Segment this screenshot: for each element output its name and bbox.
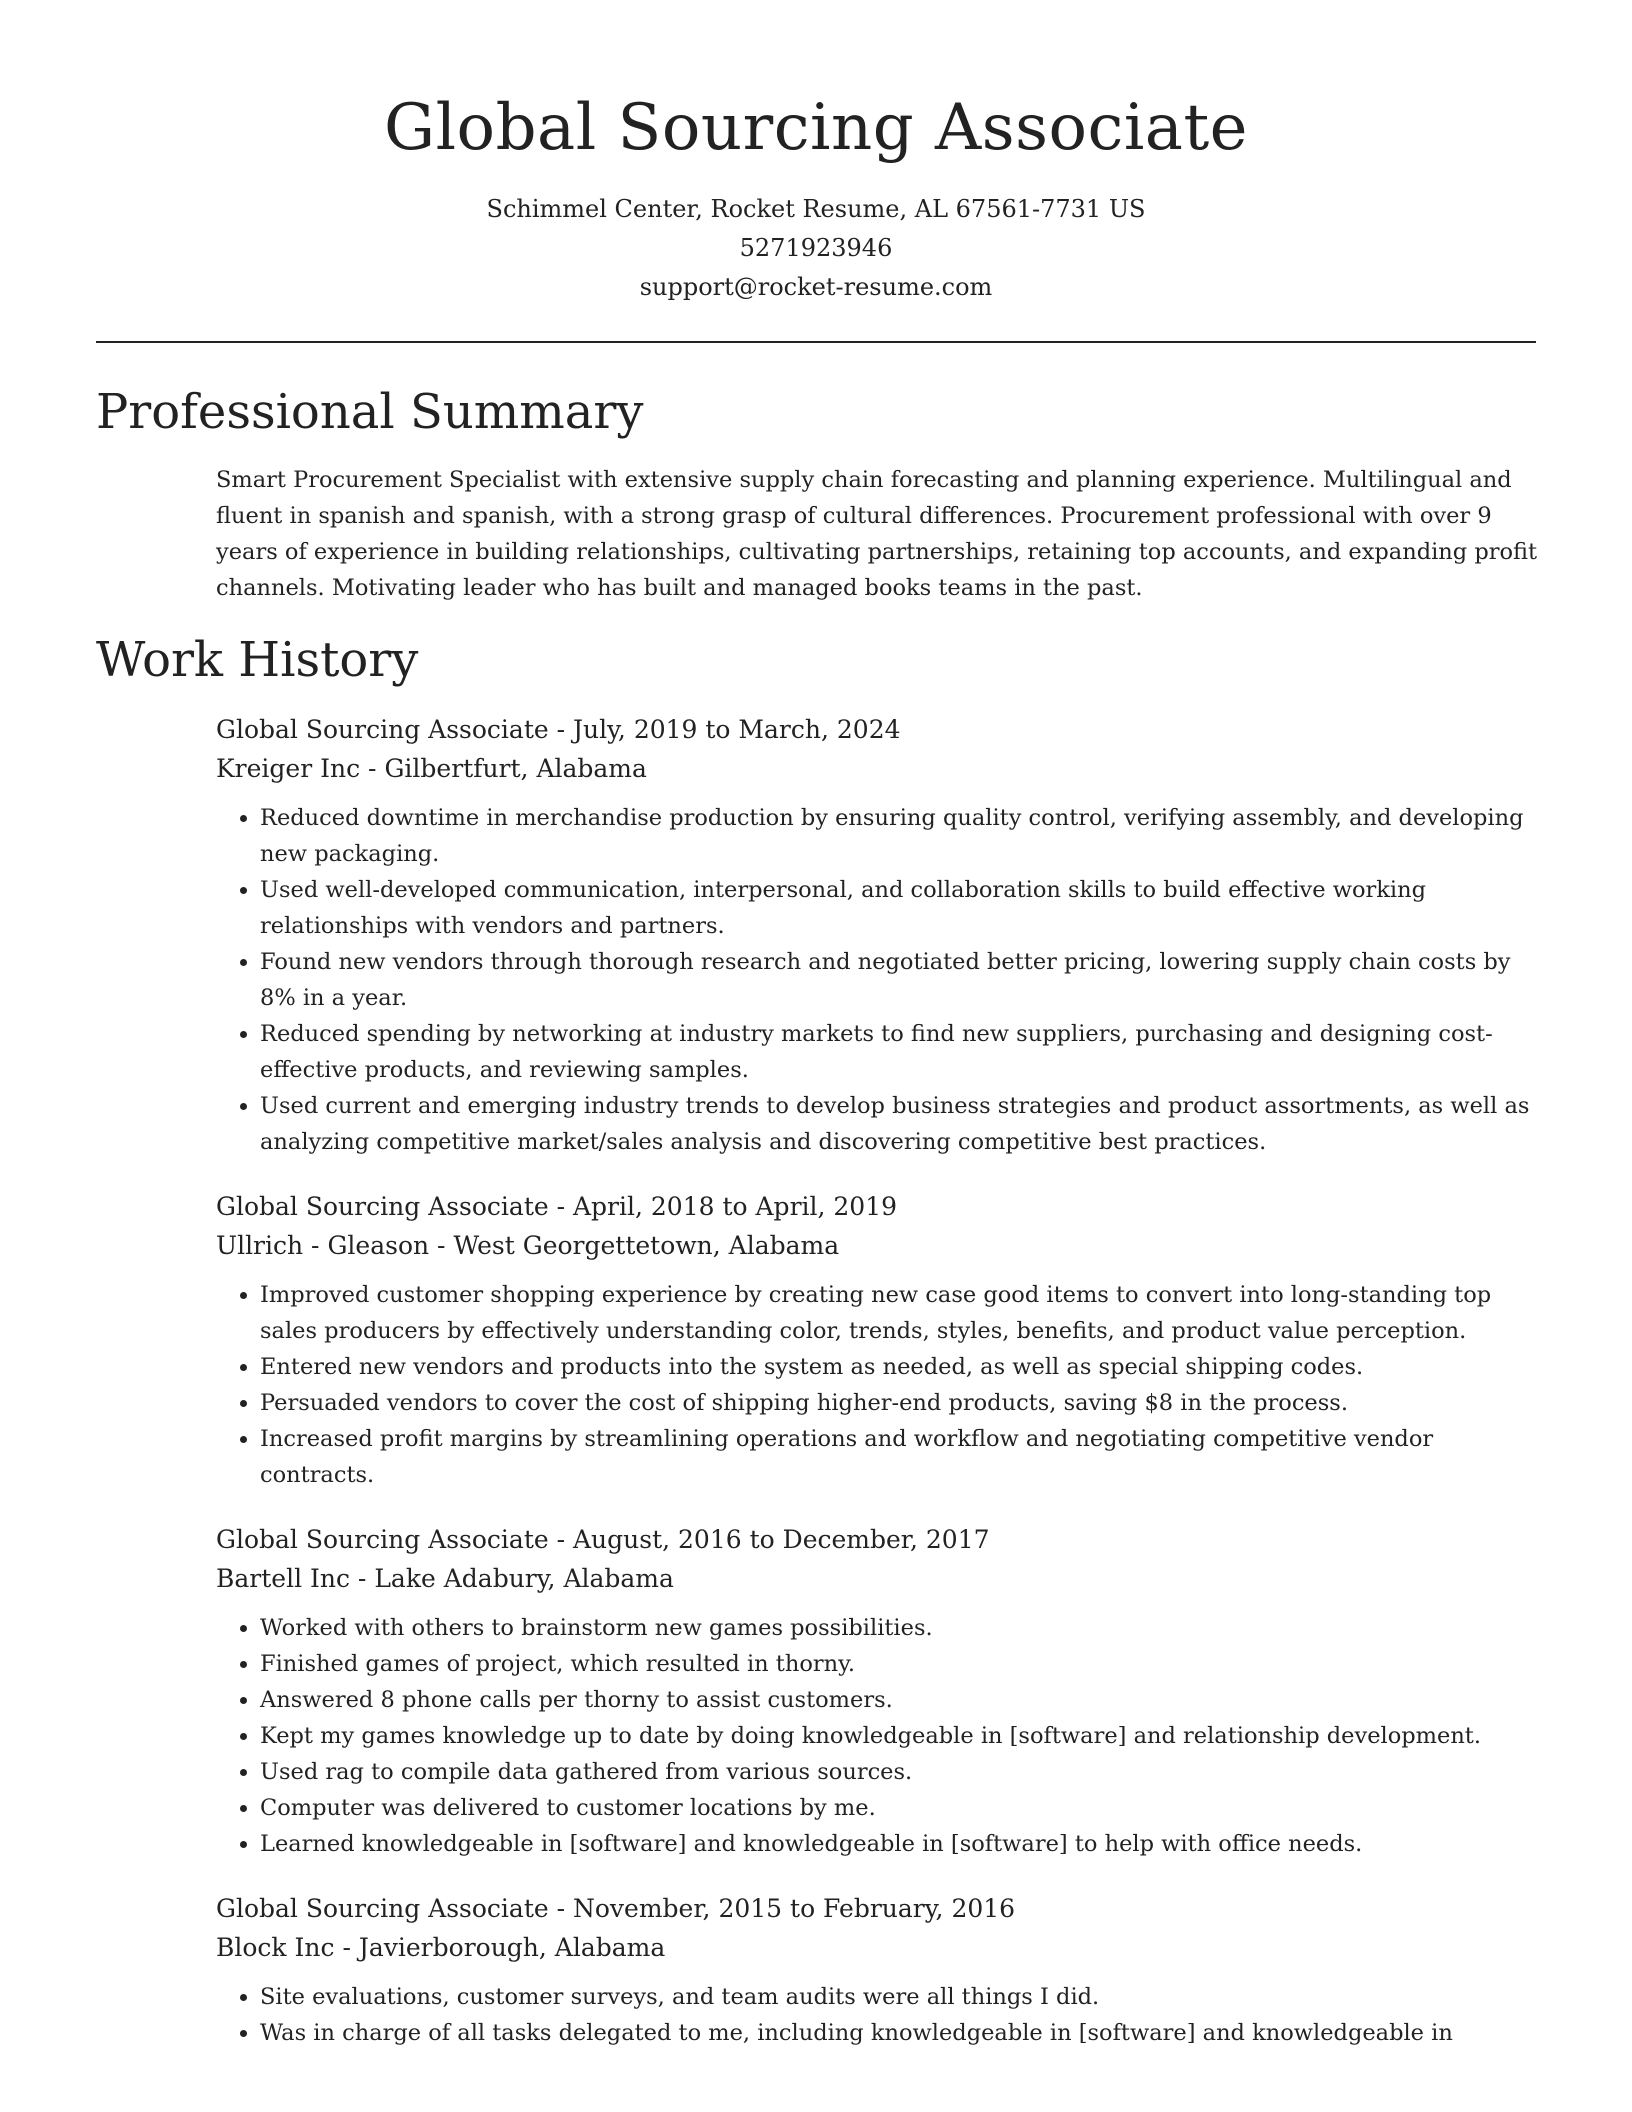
job-bullet: • Entered new vendors and products into the system as needed, as well as special shipping codes. bbox=[260, 1349, 1541, 1385]
job-bullet: • Improved customer shopping experience by creating new case good items to convert into long-standing top sales producers by effectively understanding color, trends, styles, benefits, and product value perception. bbox=[260, 1277, 1541, 1349]
work-history-list bbox=[216, 710, 1541, 2078]
job-bullet: • Used rag to compile data gathered from various sources. bbox=[260, 1754, 1541, 1790]
job-bullets bbox=[216, 1277, 1541, 1493]
job-entry bbox=[216, 1187, 1541, 1493]
work-history-heading: Work History bbox=[96, 632, 419, 688]
job-company-line: Bartell Inc - Lake Adabury, Alabama bbox=[216, 1564, 674, 1593]
job-bullet: • Site evaluations, customer surveys, and team audits were all things I did. bbox=[260, 1979, 1541, 2015]
candidate-name: Global Sourcing Associate bbox=[383, 91, 1249, 165]
summary-heading: Professional Summary bbox=[96, 384, 644, 440]
job-company: Kreiger Inc bbox=[216, 754, 361, 783]
job-title: Global Sourcing Associate bbox=[216, 715, 549, 744]
job-bullet: • Answered 8 phone calls per thorny to assist customers. bbox=[260, 1682, 1541, 1718]
job-entry bbox=[216, 1520, 1541, 1862]
phone: 5271923946 bbox=[739, 234, 893, 262]
job-title: Global Sourcing Associate bbox=[216, 1894, 549, 1923]
job-title-line: Global Sourcing Associate - November, 2015 to February, 2016 bbox=[216, 1894, 1016, 1923]
job-company-line: Ullrich - Gleason - West Georgettetown, Alabama bbox=[216, 1231, 840, 1260]
contact-info bbox=[0, 190, 1632, 307]
job-location: Lake Adabury, Alabama bbox=[374, 1564, 674, 1593]
job-dates: November, 2015 to February, 2016 bbox=[573, 1894, 1016, 1923]
job-company-line: Block Inc - Javierborough, Alabama bbox=[216, 1933, 666, 1962]
job-bullet: • Reduced spending by networking at industry markets to find new suppliers, purchasing and designing cost-effective products, and reviewing samples. bbox=[260, 1016, 1541, 1088]
job-location: West Georgettetown, Alabama bbox=[453, 1231, 840, 1260]
job-bullet: • Persuaded vendors to cover the cost of shipping higher-end products, saving $8 in the process. bbox=[260, 1385, 1541, 1421]
job-bullet: • Found new vendors through thorough research and negotiated better pricing, lowering supply chain costs by 8% in a year. bbox=[260, 944, 1541, 1016]
job-entry bbox=[216, 710, 1541, 1160]
job-entry bbox=[216, 1889, 1541, 2051]
job-bullet: • Learned knowledgeable in [software] and knowledgeable in [software] to help with office needs. bbox=[260, 1826, 1541, 1862]
job-bullets bbox=[216, 1979, 1541, 2051]
resume-header bbox=[0, 0, 1632, 307]
address: Schimmel Center, Rocket Resume, AL 67561-7731 US bbox=[486, 195, 1146, 223]
job-title: Global Sourcing Associate bbox=[216, 1192, 549, 1221]
job-title-line: Global Sourcing Associate - July, 2019 to March, 2024 bbox=[216, 715, 901, 744]
job-location: Javierborough, Alabama bbox=[358, 1933, 666, 1962]
job-bullet: • Worked with others to brainstorm new games possibilities. bbox=[260, 1610, 1541, 1646]
job-bullet: • Used current and emerging industry trends to develop business strategies and product assortments, as well as analyzing competitive market/sales analysis and discovering competitive best practices. bbox=[260, 1088, 1541, 1160]
job-title: Global Sourcing Associate bbox=[216, 1525, 549, 1554]
job-company: Ullrich - Gleason bbox=[216, 1231, 430, 1260]
header-divider bbox=[96, 341, 1536, 343]
job-dates: August, 2016 to December, 2017 bbox=[573, 1525, 990, 1554]
job-location: Gilbertfurt, Alabama bbox=[384, 754, 647, 783]
job-company-line: Kreiger Inc - Gilbertfurt, Alabama bbox=[216, 754, 647, 783]
job-bullets bbox=[216, 800, 1541, 1160]
job-title-line: Global Sourcing Associate - April, 2018 to April, 2019 bbox=[216, 1192, 898, 1221]
job-bullet: • Reduced downtime in merchandise production by ensuring quality control, verifying assembly, and developing new packaging. bbox=[260, 800, 1541, 872]
job-dates: July, 2019 to March, 2024 bbox=[573, 715, 901, 744]
job-dates: April, 2018 to April, 2019 bbox=[573, 1192, 898, 1221]
job-bullet: • Used well-developed communication, interpersonal, and collaboration skills to build effective working relationships with vendors and partners. bbox=[260, 872, 1541, 944]
job-bullet: • Was in charge of all tasks delegated to me, including knowledgeable in [software] and knowledgeable in bbox=[260, 2015, 1541, 2051]
job-bullets bbox=[216, 1610, 1541, 1862]
job-bullet: • Finished games of project, which resulted in thorny. bbox=[260, 1646, 1541, 1682]
email: support@rocket-resume.com bbox=[639, 273, 993, 301]
job-company: Block Inc bbox=[216, 1933, 335, 1962]
job-company: Bartell Inc bbox=[216, 1564, 350, 1593]
job-title-line: Global Sourcing Associate - August, 2016 to December, 2017 bbox=[216, 1525, 990, 1554]
summary-text: Smart Procurement Specialist with extensive supply chain forecasting and planning experience. Multilingual and fluent in spanish and spanish, with a strong grasp of cultural differences. Procurement professional with over 9 years of experience in building relationships, cultivating partnerships, retaining top accounts, and expanding profit channels. Motivating leader who has built and managed books teams in the past. bbox=[216, 467, 1538, 601]
job-bullet: • Kept my games knowledge up to date by doing knowledgeable in [software] and relationship development. bbox=[260, 1718, 1541, 1754]
job-bullet: • Computer was delivered to customer locations by me. bbox=[260, 1790, 1541, 1826]
job-bullet: • Increased profit margins by streamlining operations and workflow and negotiating competitive vendor contracts. bbox=[260, 1421, 1541, 1493]
